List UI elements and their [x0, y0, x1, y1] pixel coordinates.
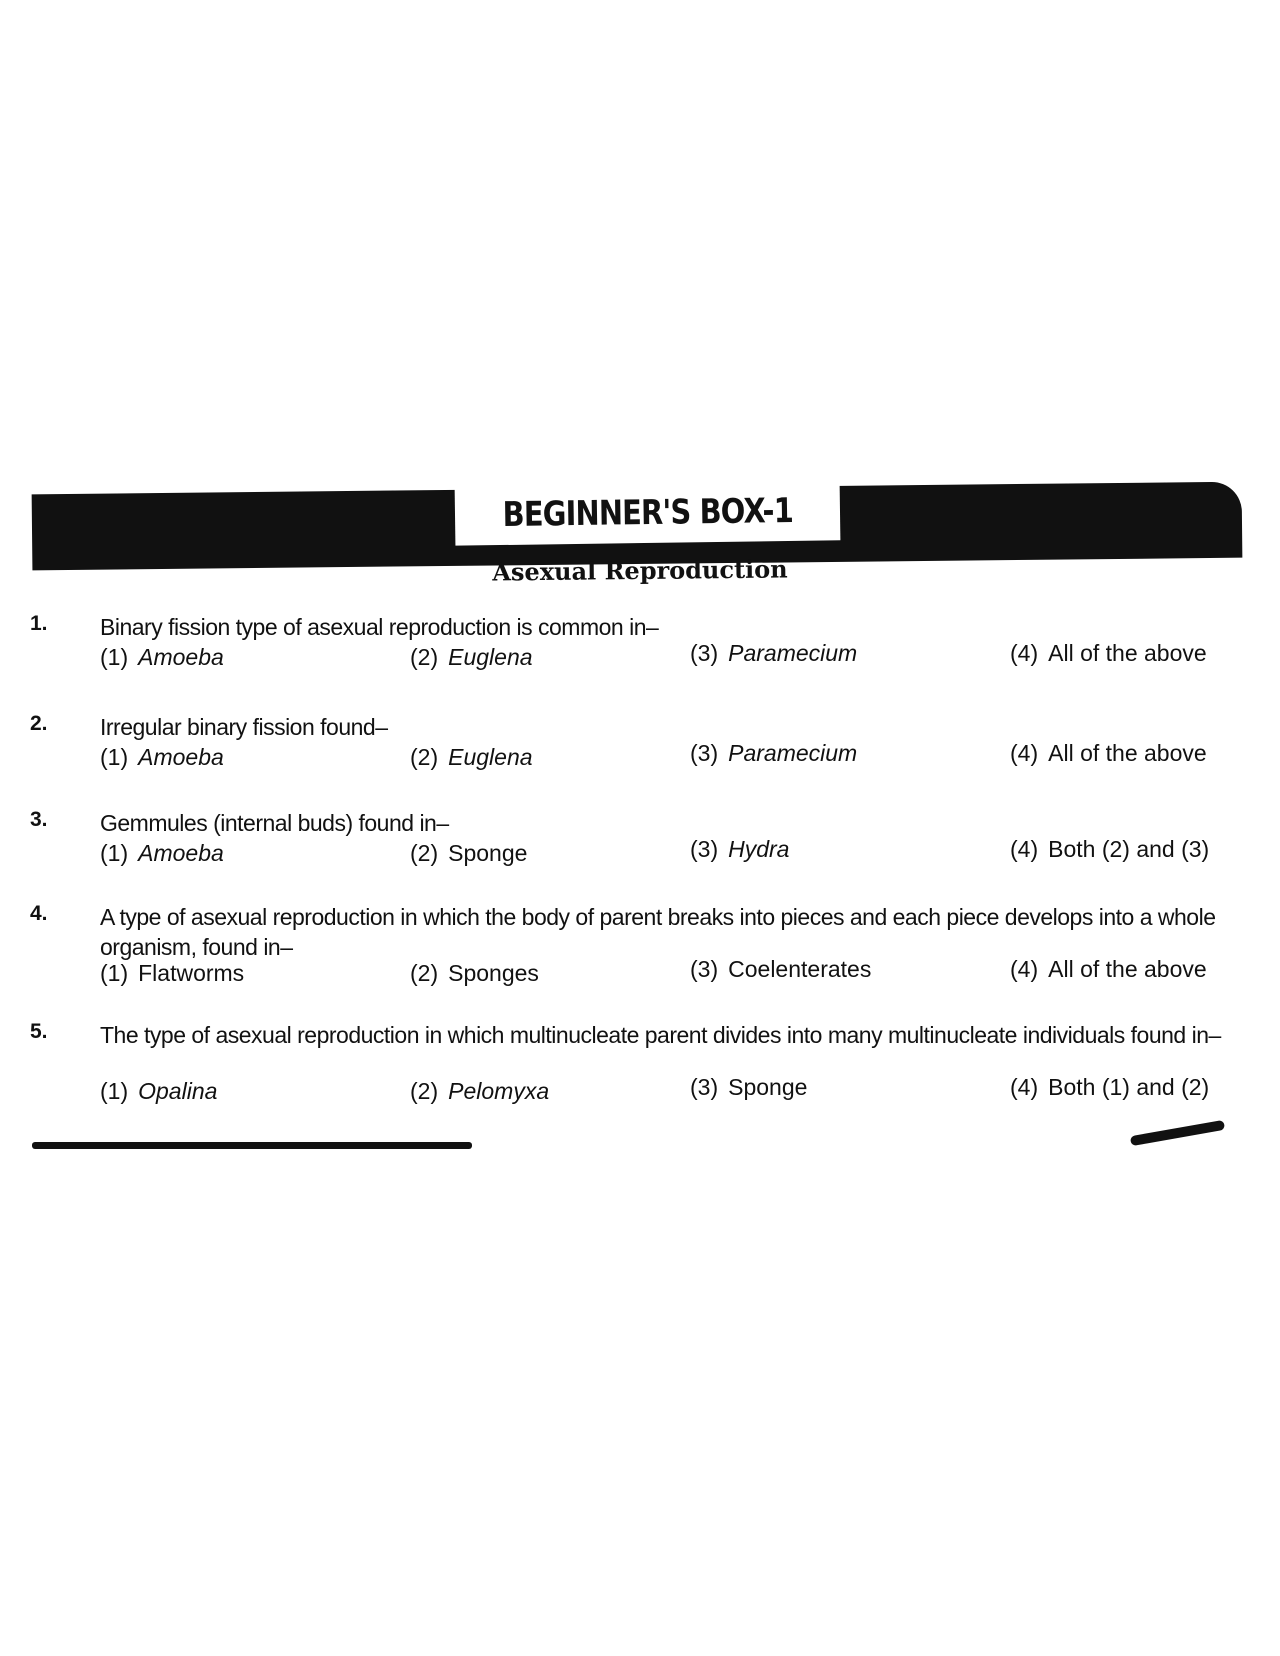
option-1	[100, 744, 224, 771]
option-number: (1)	[100, 1078, 129, 1104]
option-4	[1010, 740, 1207, 767]
option-text: Paramecium	[728, 640, 858, 666]
option-number: (4)	[1010, 640, 1039, 666]
question-number: 1.	[30, 612, 48, 635]
option-text: All of the above	[1048, 640, 1207, 666]
option-3	[690, 640, 857, 667]
question-number: 4.	[30, 902, 48, 925]
option-number: (3)	[690, 1074, 719, 1100]
option-number: (4)	[1010, 836, 1039, 862]
option-2	[410, 1078, 549, 1105]
option-2	[410, 960, 539, 987]
option-number: (4)	[1010, 740, 1039, 766]
option-number: (4)	[1010, 956, 1039, 982]
option-1	[100, 644, 224, 671]
section-subtitle: Asexual Reproduction	[492, 554, 788, 587]
option-text: All of the above	[1048, 956, 1207, 982]
option-text: Amoeba	[138, 644, 224, 670]
option-number: (1)	[100, 840, 129, 866]
question-number: 2.	[30, 712, 48, 735]
option-number: (3)	[690, 836, 719, 862]
option-text: Opalina	[138, 1078, 218, 1104]
option-number: (2)	[410, 644, 439, 670]
question-text: A type of asexual reproduction in which the body of parent breaks into pieces and each piece develops into a whole organism, found in–	[100, 904, 1216, 960]
option-number: (4)	[1010, 1074, 1039, 1100]
option-text: Coelenterates	[728, 956, 872, 982]
option-text: Sponge	[728, 1074, 808, 1100]
option-number: (2)	[410, 744, 439, 770]
option-4	[1010, 640, 1207, 667]
option-1	[100, 840, 224, 867]
question-text: Binary fission type of asexual reproduction is common in–	[100, 614, 659, 640]
option-3	[690, 836, 789, 863]
option-text: All of the above	[1048, 740, 1207, 766]
option-text: Amoeba	[138, 744, 224, 770]
question-text: Gemmules (internal buds) found in–	[100, 810, 449, 836]
option-text: Euglena	[448, 744, 533, 770]
option-2	[410, 840, 527, 867]
bottom-rule-right	[1130, 1120, 1225, 1146]
option-4	[1010, 956, 1207, 983]
option-2	[410, 644, 533, 671]
question-number: 5.	[30, 1020, 48, 1043]
option-4	[1010, 1074, 1209, 1101]
option-number: (3)	[690, 956, 719, 982]
option-text: Both (1) and (2)	[1048, 1074, 1210, 1100]
option-3	[690, 740, 857, 767]
option-text: Flatworms	[138, 960, 245, 986]
option-text: Sponge	[448, 840, 528, 866]
option-3	[690, 956, 871, 983]
option-2	[410, 744, 533, 771]
option-1	[100, 1078, 217, 1105]
option-number: (1)	[100, 960, 129, 986]
option-text: Pelomyxa	[448, 1078, 550, 1104]
box-title: BEGINNER'S BOX-1	[502, 490, 793, 536]
option-number: (3)	[690, 740, 719, 766]
bottom-rule	[32, 1142, 472, 1149]
option-number: (1)	[100, 744, 129, 770]
option-number: (1)	[100, 644, 129, 670]
option-text: Sponges	[448, 960, 539, 986]
title-box	[455, 480, 841, 545]
option-text: Euglena	[448, 644, 533, 670]
question-number: 3.	[30, 808, 48, 831]
option-text: Hydra	[728, 836, 790, 862]
option-number: (3)	[690, 640, 719, 666]
question-text: Irregular binary fission found–	[100, 714, 388, 740]
option-1	[100, 960, 244, 987]
option-3	[690, 1074, 807, 1101]
option-text: Amoeba	[138, 840, 224, 866]
option-number: (2)	[410, 960, 439, 986]
option-text: Both (2) and (3)	[1048, 836, 1210, 862]
option-number: (2)	[410, 840, 439, 866]
option-number: (2)	[410, 1078, 439, 1104]
question-text: The type of asexual reproduction in which multinucleate parent divides into many multinucleate individuals found in–	[100, 1022, 1221, 1048]
option-text: Paramecium	[728, 740, 858, 766]
option-4	[1010, 836, 1209, 863]
